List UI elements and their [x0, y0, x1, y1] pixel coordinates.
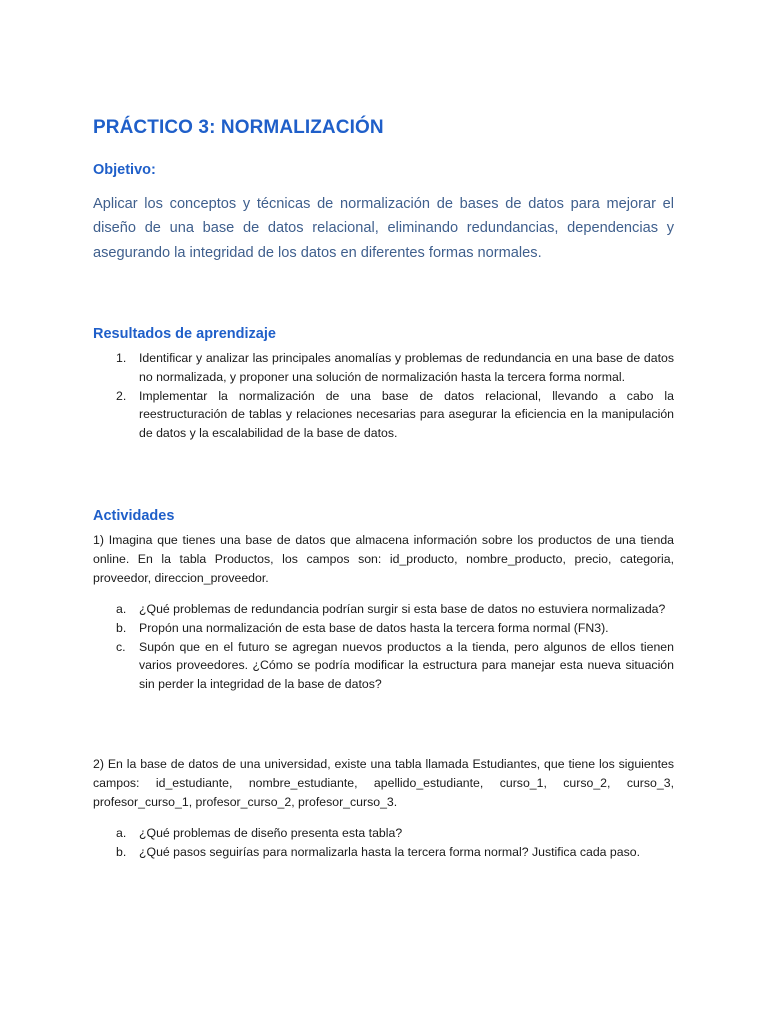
- activity-1-questions: [93, 600, 674, 694]
- list-item-text: ¿Qué problemas de redundancia podrían surgir si esta base de datos no estuviera normalizada?: [139, 602, 666, 616]
- list-marker: a.: [116, 826, 127, 840]
- results-list: [93, 349, 674, 443]
- list-item: [93, 600, 674, 619]
- objective-heading: Objetivo:: [93, 162, 156, 178]
- list-marker: b.: [116, 620, 127, 635]
- activity-2-statement: 2) En la base de datos de una universidad, existe una tabla llamada Estudiantes, que tiene los siguientes campos: id_estudiante, nombre_estudiante, apellido_estudiante, curso_1, curso_2, curso_3, profesor_curso_1, profesor_curso_2, profesor_curso_3.: [93, 757, 674, 809]
- list-item-text: Supón que en el futuro se agregan nuevos productos a la tienda, pero algunos de ellos tienen varios proveedores. ¿Cómo se podría modificar la estructura para manejar esta nueva situación sin perder la integridad de la base de datos?: [139, 639, 674, 692]
- list-item: [93, 387, 674, 443]
- results-heading: Resultados de aprendizaje: [93, 326, 276, 342]
- list-marker: b.: [116, 844, 127, 859]
- list-marker: 2.: [116, 388, 127, 403]
- list-marker: c.: [116, 639, 126, 654]
- list-item-text: Propón una normalización de esta base de datos hasta la tercera forma normal (FN3).: [139, 620, 609, 635]
- list-item: [93, 619, 674, 638]
- list-item: [93, 638, 674, 694]
- activity-2-questions: [93, 824, 674, 862]
- list-item-text: ¿Qué pasos seguirías para normalizarla hasta la tercera forma normal? Justifica cada paso.: [139, 844, 640, 859]
- list-item-text: Implementar la normalización de una base de datos relacional, llevando a cabo la reestructuración de tablas y relaciones necesarias para asegurar la eficiencia en la manipulación de datos y la escalabilidad de la base de datos.: [139, 388, 674, 441]
- list-item-text: Identificar y analizar las principales anomalías y problemas de redundancia en una base de datos no normalizada, y proponer una solución de normalización hasta la tercera forma normal.: [139, 351, 674, 384]
- list-marker: 1.: [116, 351, 127, 365]
- list-marker: a.: [116, 602, 127, 616]
- list-item: [93, 824, 674, 843]
- list-item-text: ¿Qué problemas de diseño presenta esta tabla?: [139, 826, 403, 840]
- page-title: PRÁCTICO 3: NORMALIZACIÓN: [93, 117, 384, 138]
- activities-heading: Actividades: [93, 508, 175, 524]
- activity-1-statement: 1) Imagina que tienes una base de datos que almacena información sobre los productos de una tienda online. En la tabla Productos, los campos son: id_producto, nombre_producto, precio, categoria, proveedor, direccion_proveedor.: [93, 533, 674, 585]
- list-item: [93, 349, 674, 387]
- list-item: [93, 843, 674, 862]
- objective-text: Aplicar los conceptos y técnicas de normalización de bases de datos para mejorar el diseño de una base de datos relacional, eliminando redundancias, dependencias y asegurando la integridad de los datos en diferentes formas normales.: [93, 196, 674, 261]
